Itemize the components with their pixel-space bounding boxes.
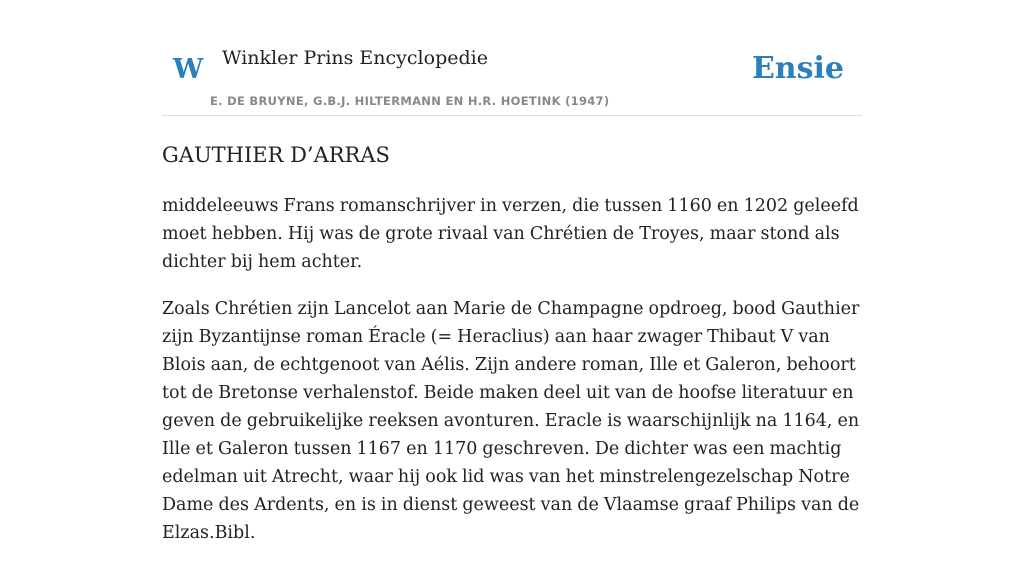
winkler-prins-logo[interactable]: W (173, 54, 204, 85)
article (162, 138, 866, 566)
ensie-logo-link[interactable]: Ensie (751, 51, 844, 86)
encyclopedia-title[interactable]: Winkler Prins Encyclopedie (222, 47, 488, 69)
article-paragraph: Zoals Chrétien zijn Lancelot aan Marie de Champagne opdroeg, bood Gauthier zijn Byzantijnse roman Éracle (= Heraclius) aan haar zwager Thibaut V van Blois aan, de echtgenoot van Aélis. Zijn andere roman, Ille et Galeron, behoort tot de Bretonse verhalenstof. Beide maken deel uit van de hoofse literatuur en geven de gebruikelijke reeksen avonturen. Eracle is waarschijnlijk na 1164, en Ille et Galeron tussen 1167 en 1170 geschreven. De dichter was een machtig edelman uit Atrecht, waar hij ook lid was van het minstrelengezelschap Notre Dame des Ardents, en is in dienst geweest van de Vlaamse graaf Philips van de Elzas.Bibl. (162, 299, 860, 543)
site-header (162, 40, 862, 116)
article-paragraph: middeleeuws Frans romanschrijver in verzen, die tussen 1160 en 1202 geleefd moet hebben. Hij was de grote rivaal van Chrétien de Troyes, maar stond als dichter bij hem achter. (162, 196, 859, 272)
encyclopedia-authors: E. DE BRUYNE, G.B.J. HILTERMANN EN H.R. HOETINK (1947) (210, 94, 610, 108)
article-title: GAUTHIER D’ARRAS (162, 143, 390, 167)
